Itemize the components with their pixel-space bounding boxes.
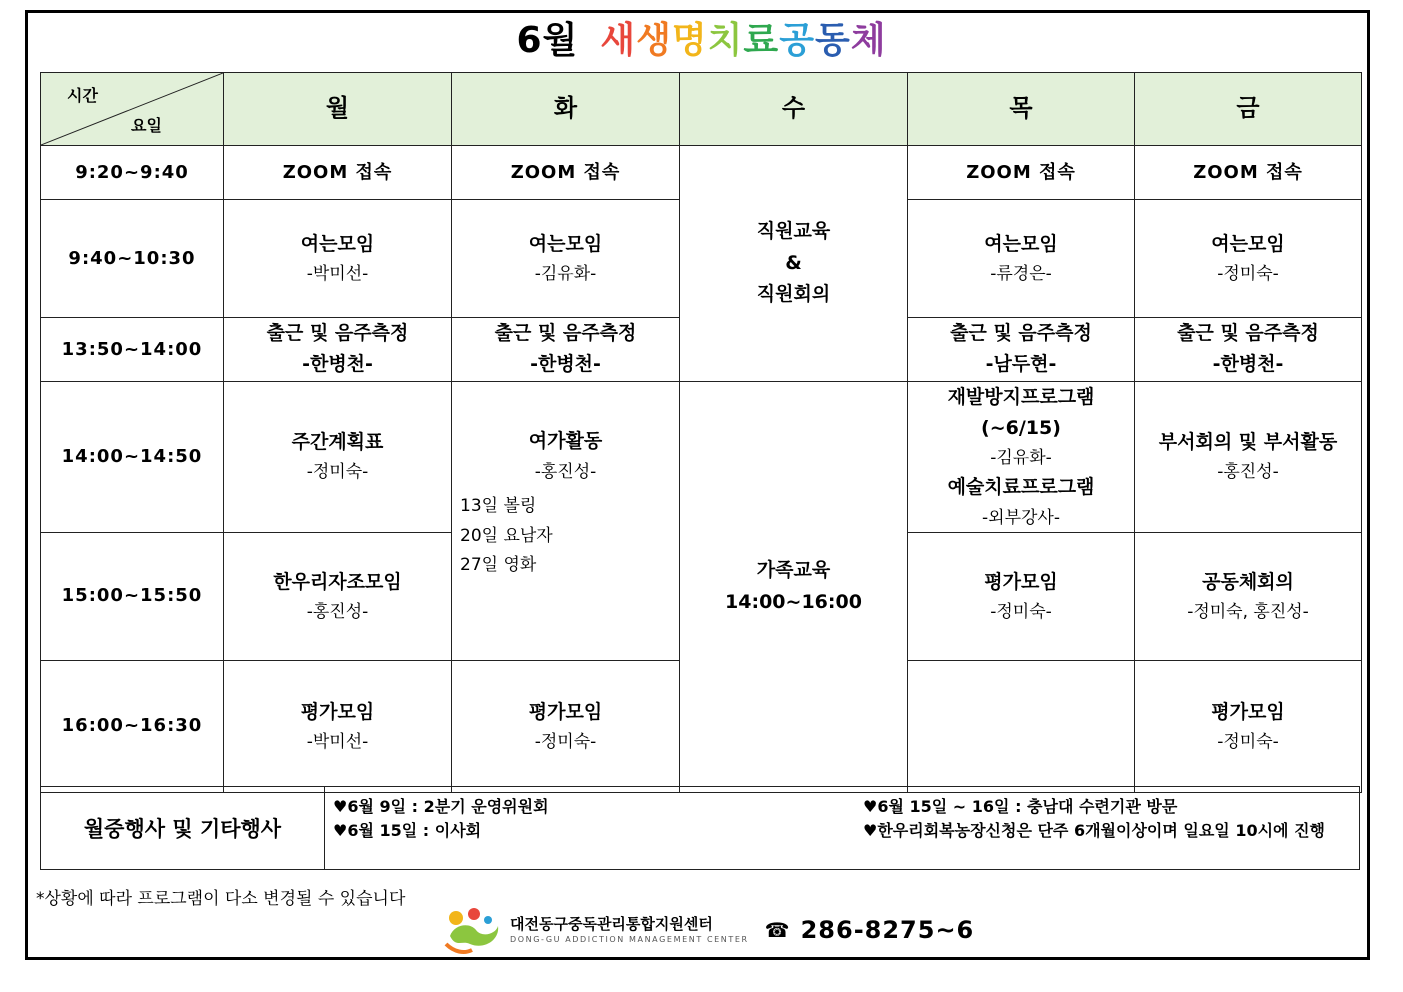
title-char: 체 [850, 20, 887, 61]
activity-title: 여가활동 [528, 430, 603, 453]
leisure-note: 20일 요남자 [460, 525, 553, 546]
corner-day-label: 요일 [131, 116, 162, 135]
leisure-schedule-notes [452, 492, 679, 581]
time-slot: 13:50~14:00 [41, 318, 224, 382]
day-header-tue: 화 [452, 73, 680, 146]
activity-title: 예술치료프로그램 [947, 476, 1095, 499]
center-name [510, 914, 749, 946]
wed-staff-line2: & [785, 251, 802, 274]
wed-staff-line3: 직원회의 [756, 283, 831, 306]
title-month: 6월 [516, 20, 579, 61]
staff-name: -김유화- [534, 264, 597, 285]
day-header-wed: 수 [680, 73, 908, 146]
day-header-fri: 금 [1135, 73, 1362, 146]
fri-zoom: ZOOM 접속 [1135, 146, 1362, 200]
title-char: 료 [743, 20, 780, 61]
activity-title: 출근 및 음주측정 [494, 322, 637, 344]
header-row [41, 73, 1362, 146]
time-slot: 14:00~14:50 [41, 381, 224, 532]
staff-name: -정미숙- [306, 462, 369, 483]
staff-name: -류경은- [990, 264, 1052, 285]
activity-title: 한우리자조모임 [273, 570, 402, 593]
tue-leisure-cell [452, 381, 680, 660]
staff-name: -정미숙- [534, 731, 597, 752]
staff-name: -박미선- [306, 731, 369, 752]
event-item: ♥6월 9일 : 2분기 운영위원회 [333, 797, 549, 816]
activity-title: 출근 및 음주측정 [1177, 322, 1319, 344]
schedule-table [40, 72, 1362, 793]
activity-title: 주간계획표 [291, 431, 384, 454]
title-program-name [600, 20, 886, 61]
footer [440, 904, 974, 956]
wed-family-cell [680, 381, 908, 792]
events-label: 월중행사 및 기타행사 [41, 787, 325, 869]
thu-zoom: ZOOM 접속 [908, 146, 1135, 200]
fri-open-cell [1135, 200, 1362, 318]
thu-checkin-cell [908, 318, 1135, 382]
activity-title: 재발방지프로그램(~6/15) [947, 385, 1095, 440]
day-header-mon: 월 [224, 73, 452, 146]
staff-name: -한병천- [1212, 353, 1284, 376]
events-right-column [863, 795, 1325, 843]
fri-checkin-cell [1135, 318, 1362, 382]
time-day-corner [41, 73, 224, 146]
phone-number [765, 916, 975, 944]
mon-open-cell [224, 200, 452, 318]
staff-name: -홍진성- [306, 601, 369, 622]
phone-icon: ☎ [764, 918, 791, 942]
fri-dept-cell [1135, 381, 1362, 532]
mon-selfhelp-cell [224, 532, 452, 660]
table-row [41, 146, 1362, 200]
activity-title: 평가모임 [1211, 700, 1285, 723]
title-char: 새 [600, 20, 637, 61]
fri-community-cell [1135, 532, 1362, 660]
activity-title: 평가모임 [300, 700, 375, 723]
center-name-korean: 대전동구중독관리통합지원센터 [510, 915, 713, 933]
page-title [0, 18, 1403, 64]
corner-time-label: 시간 [67, 86, 98, 105]
staff-name: -박미선- [306, 264, 369, 285]
center-logo-icon [440, 904, 504, 956]
staff-name: -홍진성- [1217, 462, 1279, 483]
title-char: 동 [814, 20, 851, 61]
day-header-thu: 목 [908, 73, 1135, 146]
thu-empty-cell [908, 660, 1135, 792]
activity-title: 여는모임 [300, 232, 375, 255]
activity-title: 여는모임 [528, 232, 603, 255]
change-notice: *상황에 따라 프로그램이 다소 변경될 수 있습니다 [36, 889, 406, 909]
staff-name: -정미숙- [990, 601, 1052, 622]
activity-title: 출근 및 음주측정 [266, 322, 409, 344]
title-char: 공 [779, 20, 815, 61]
leisure-note: 27일 영화 [460, 555, 537, 576]
title-char: 생 [636, 20, 672, 61]
activity-title: 가족교육 [756, 559, 831, 582]
staff-name: -한병천- [302, 353, 373, 376]
mon-eval-cell [224, 660, 452, 792]
tue-zoom: ZOOM 접속 [452, 146, 680, 200]
activity-title: 공동체회의 [1202, 570, 1294, 593]
title-char: 명 [671, 20, 708, 61]
wed-staff-cell [680, 146, 908, 382]
leisure-note: 13일 볼링 [460, 495, 537, 516]
time-slot: 9:20~9:40 [41, 146, 224, 200]
phone-number-text: 286-8275~6 [800, 916, 975, 944]
activity-title: 여는모임 [1211, 232, 1285, 255]
thu-open-cell [908, 200, 1135, 318]
activity-title: 여는모임 [984, 232, 1058, 255]
title-char: 치 [707, 20, 744, 61]
mon-checkin-cell [224, 318, 452, 382]
tue-checkin-cell [452, 318, 680, 382]
tue-open-cell [452, 200, 680, 318]
table-row [41, 381, 1362, 532]
event-item: ♥6월 15일 ~ 16일 : 충남대 수련기관 방문 [863, 797, 1178, 816]
time-slot: 16:00~16:30 [41, 660, 224, 792]
staff-name: -남두현- [985, 353, 1057, 376]
thu-eval-cell [908, 532, 1135, 660]
time-slot: 9:40~10:30 [41, 200, 224, 318]
activity-time: 14:00~16:00 [725, 590, 862, 613]
staff-name: -홍진성- [534, 461, 597, 482]
event-item: ♥한우리회복농장신청은 단주 6개월이상이며 일요일 10시에 진행 [863, 821, 1325, 840]
staff-name: -정미숙- [1217, 264, 1279, 285]
staff-name: -정미숙, 홍진성- [1187, 601, 1309, 622]
monthly-events-box [40, 786, 1360, 870]
wed-staff-line1: 직원교육 [756, 220, 831, 243]
fri-eval-cell [1135, 660, 1362, 792]
staff-name: -외부강사- [982, 507, 1060, 528]
activity-title: 출근 및 음주측정 [950, 322, 1092, 344]
mon-zoom: ZOOM 접속 [224, 146, 452, 200]
staff-name: -김유화- [990, 448, 1052, 469]
center-name-english: DONG-GU ADDICTION MANAGEMENT CENTER [510, 935, 749, 944]
thu-program-cell [908, 381, 1135, 532]
staff-name: -한병천- [530, 353, 601, 376]
tue-eval-cell [452, 660, 680, 792]
time-slot: 15:00~15:50 [41, 532, 224, 660]
mon-weekly-cell [224, 381, 452, 532]
activity-title: 평가모임 [528, 700, 603, 723]
activity-title: 부서회의 및 부서활동 [1158, 431, 1338, 454]
events-left-column [333, 795, 549, 843]
staff-name: -정미숙- [1217, 731, 1279, 752]
event-item: ♥6월 15일 : 이사회 [333, 821, 482, 840]
activity-title: 평가모임 [984, 570, 1058, 593]
